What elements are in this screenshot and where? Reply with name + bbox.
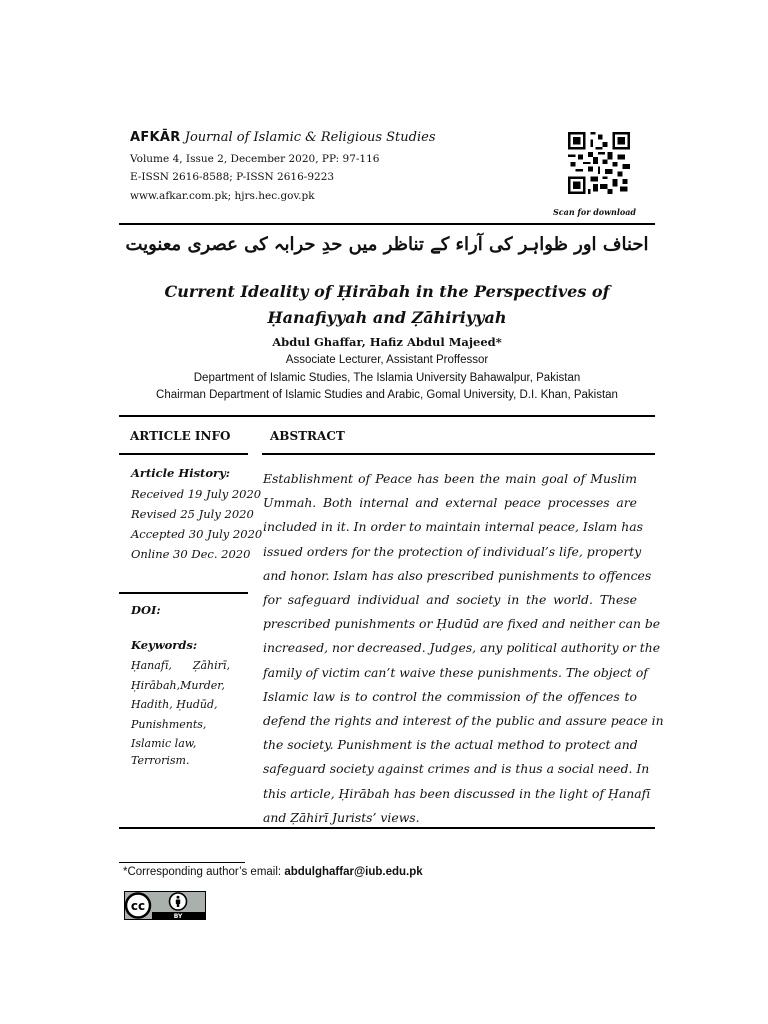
volume-info: Volume 4, Issue 2, December 2020, PP: 97-116 xyxy=(130,153,380,165)
author-roles: Associate Lecturer, Assistant Proffessor xyxy=(285,354,489,366)
footnote-rule xyxy=(119,862,245,863)
website-links[interactable]: www.afkar.com.pk; hjrs.hec.gov.pk xyxy=(130,190,315,202)
keyword-line: Terrorism. xyxy=(131,754,190,767)
by-text: BY xyxy=(173,913,183,920)
abstract-line: increased, nor decreased. Judges, any political authority or the xyxy=(263,640,661,656)
abstract-line: prescribed punishments or Ḥudūd are fixed and neither can be xyxy=(263,616,661,632)
revised-date: Revised 25 July 2020 xyxy=(131,507,254,521)
doi-rule xyxy=(119,592,248,594)
accepted-date: Accepted 30 July 2020 xyxy=(131,527,263,541)
received-date: Received 19 July 2020 xyxy=(131,487,262,501)
article-title: Current Ideality of Ḥirābah in the Perspectives of Ḥanafiyyah and Ẓāhiriyyah xyxy=(164,282,610,327)
keyword-line: Ḥirābah,Murder, xyxy=(131,679,225,692)
abstract-line: the society. Punishment is the actual method to protect and xyxy=(263,737,638,753)
abstract-line: this article, Ḥirābah has been discussed in the light of Ḥanafī xyxy=(263,785,651,801)
scan-label: Scan for download xyxy=(553,207,636,217)
keywords-heading: Keywords: xyxy=(131,638,198,652)
abstract-heading: ABSTRACT xyxy=(270,429,345,443)
authors: Abdul Ghaffar, Hafiz Abdul Majeed* xyxy=(272,335,502,349)
header-rule xyxy=(119,223,655,225)
history-heading: Article History: xyxy=(131,466,231,480)
abstract-line: and Ẓāhirī Jurists’ views. xyxy=(263,809,420,825)
footnote-prefix: *Corresponding author’s email: xyxy=(123,866,285,878)
qr-code-icon[interactable] xyxy=(568,132,630,194)
abstract-line: safeguard society against crimes and is thus a social need. In xyxy=(263,761,650,777)
abstract-line: Establishment of Peace has been the main goal of Muslim xyxy=(263,471,637,486)
keyword-line: Islamic law, xyxy=(131,737,197,750)
abstract-line: included in it. In order to maintain internal peace, Islam has xyxy=(263,519,643,535)
cc-text: cc xyxy=(130,899,146,913)
abstract-line: Islamic law is to control the commission of the offences to xyxy=(263,688,637,704)
urdu-title: احناف اور ظواہر کی آراء کے تناظر میں حدِ حرابہ کی عصری معنویت xyxy=(125,234,649,255)
author-email-link[interactable]: abdulghaffar@iub.edu.pk xyxy=(284,866,423,878)
keyword-line: Ḥanafī, Ẓāhirī, xyxy=(131,659,230,672)
info-rule xyxy=(119,453,248,455)
keyword-line: Hadith, Ḥudūd, xyxy=(131,698,218,711)
corresponding-author-note xyxy=(123,866,423,878)
abstract-line: and honor. Islam has also prescribed punishments to offences xyxy=(263,567,652,583)
abstract-line: family of victim can’t waive these punishments. The object of xyxy=(263,664,648,680)
keyword-line: Punishments, xyxy=(131,718,207,731)
abstract-body xyxy=(263,467,664,830)
affiliation-2: Chairman Department of Islamic Studies and Arabic, Gomal University, D.I. Khan, Pakistan xyxy=(156,389,618,401)
affiliation-1: Department of Islamic Studies, The Islamia University Bahawalpur, Pakistan xyxy=(193,372,581,384)
journal-brand: AFKĀR xyxy=(130,130,181,145)
article-info-heading: ARTICLE INFO xyxy=(130,429,231,443)
abstract-line: issued orders for the protection of individual’s life, property xyxy=(263,543,642,559)
abstract-line: Ummah. Both internal and external peace processes are xyxy=(263,495,637,511)
abstract-bottom-rule xyxy=(119,827,655,829)
abstract-line: defend the rights and interest of the public and assure peace in xyxy=(263,713,664,729)
online-date: Online 30 Dec. 2020 xyxy=(131,547,251,561)
issn-info: E-ISSN 2616-8588; P-ISSN 2616-9223 xyxy=(130,171,335,183)
abstract-line: for safeguard individual and society in the world. These xyxy=(263,592,637,608)
abstract-rule xyxy=(262,453,655,455)
journal-title xyxy=(130,130,436,145)
section-rule xyxy=(119,415,655,417)
doi-label: DOI: xyxy=(131,603,161,617)
journal-name: Journal of Islamic & Religious Studies xyxy=(184,130,436,145)
cc-by-license-icon[interactable] xyxy=(124,891,206,920)
